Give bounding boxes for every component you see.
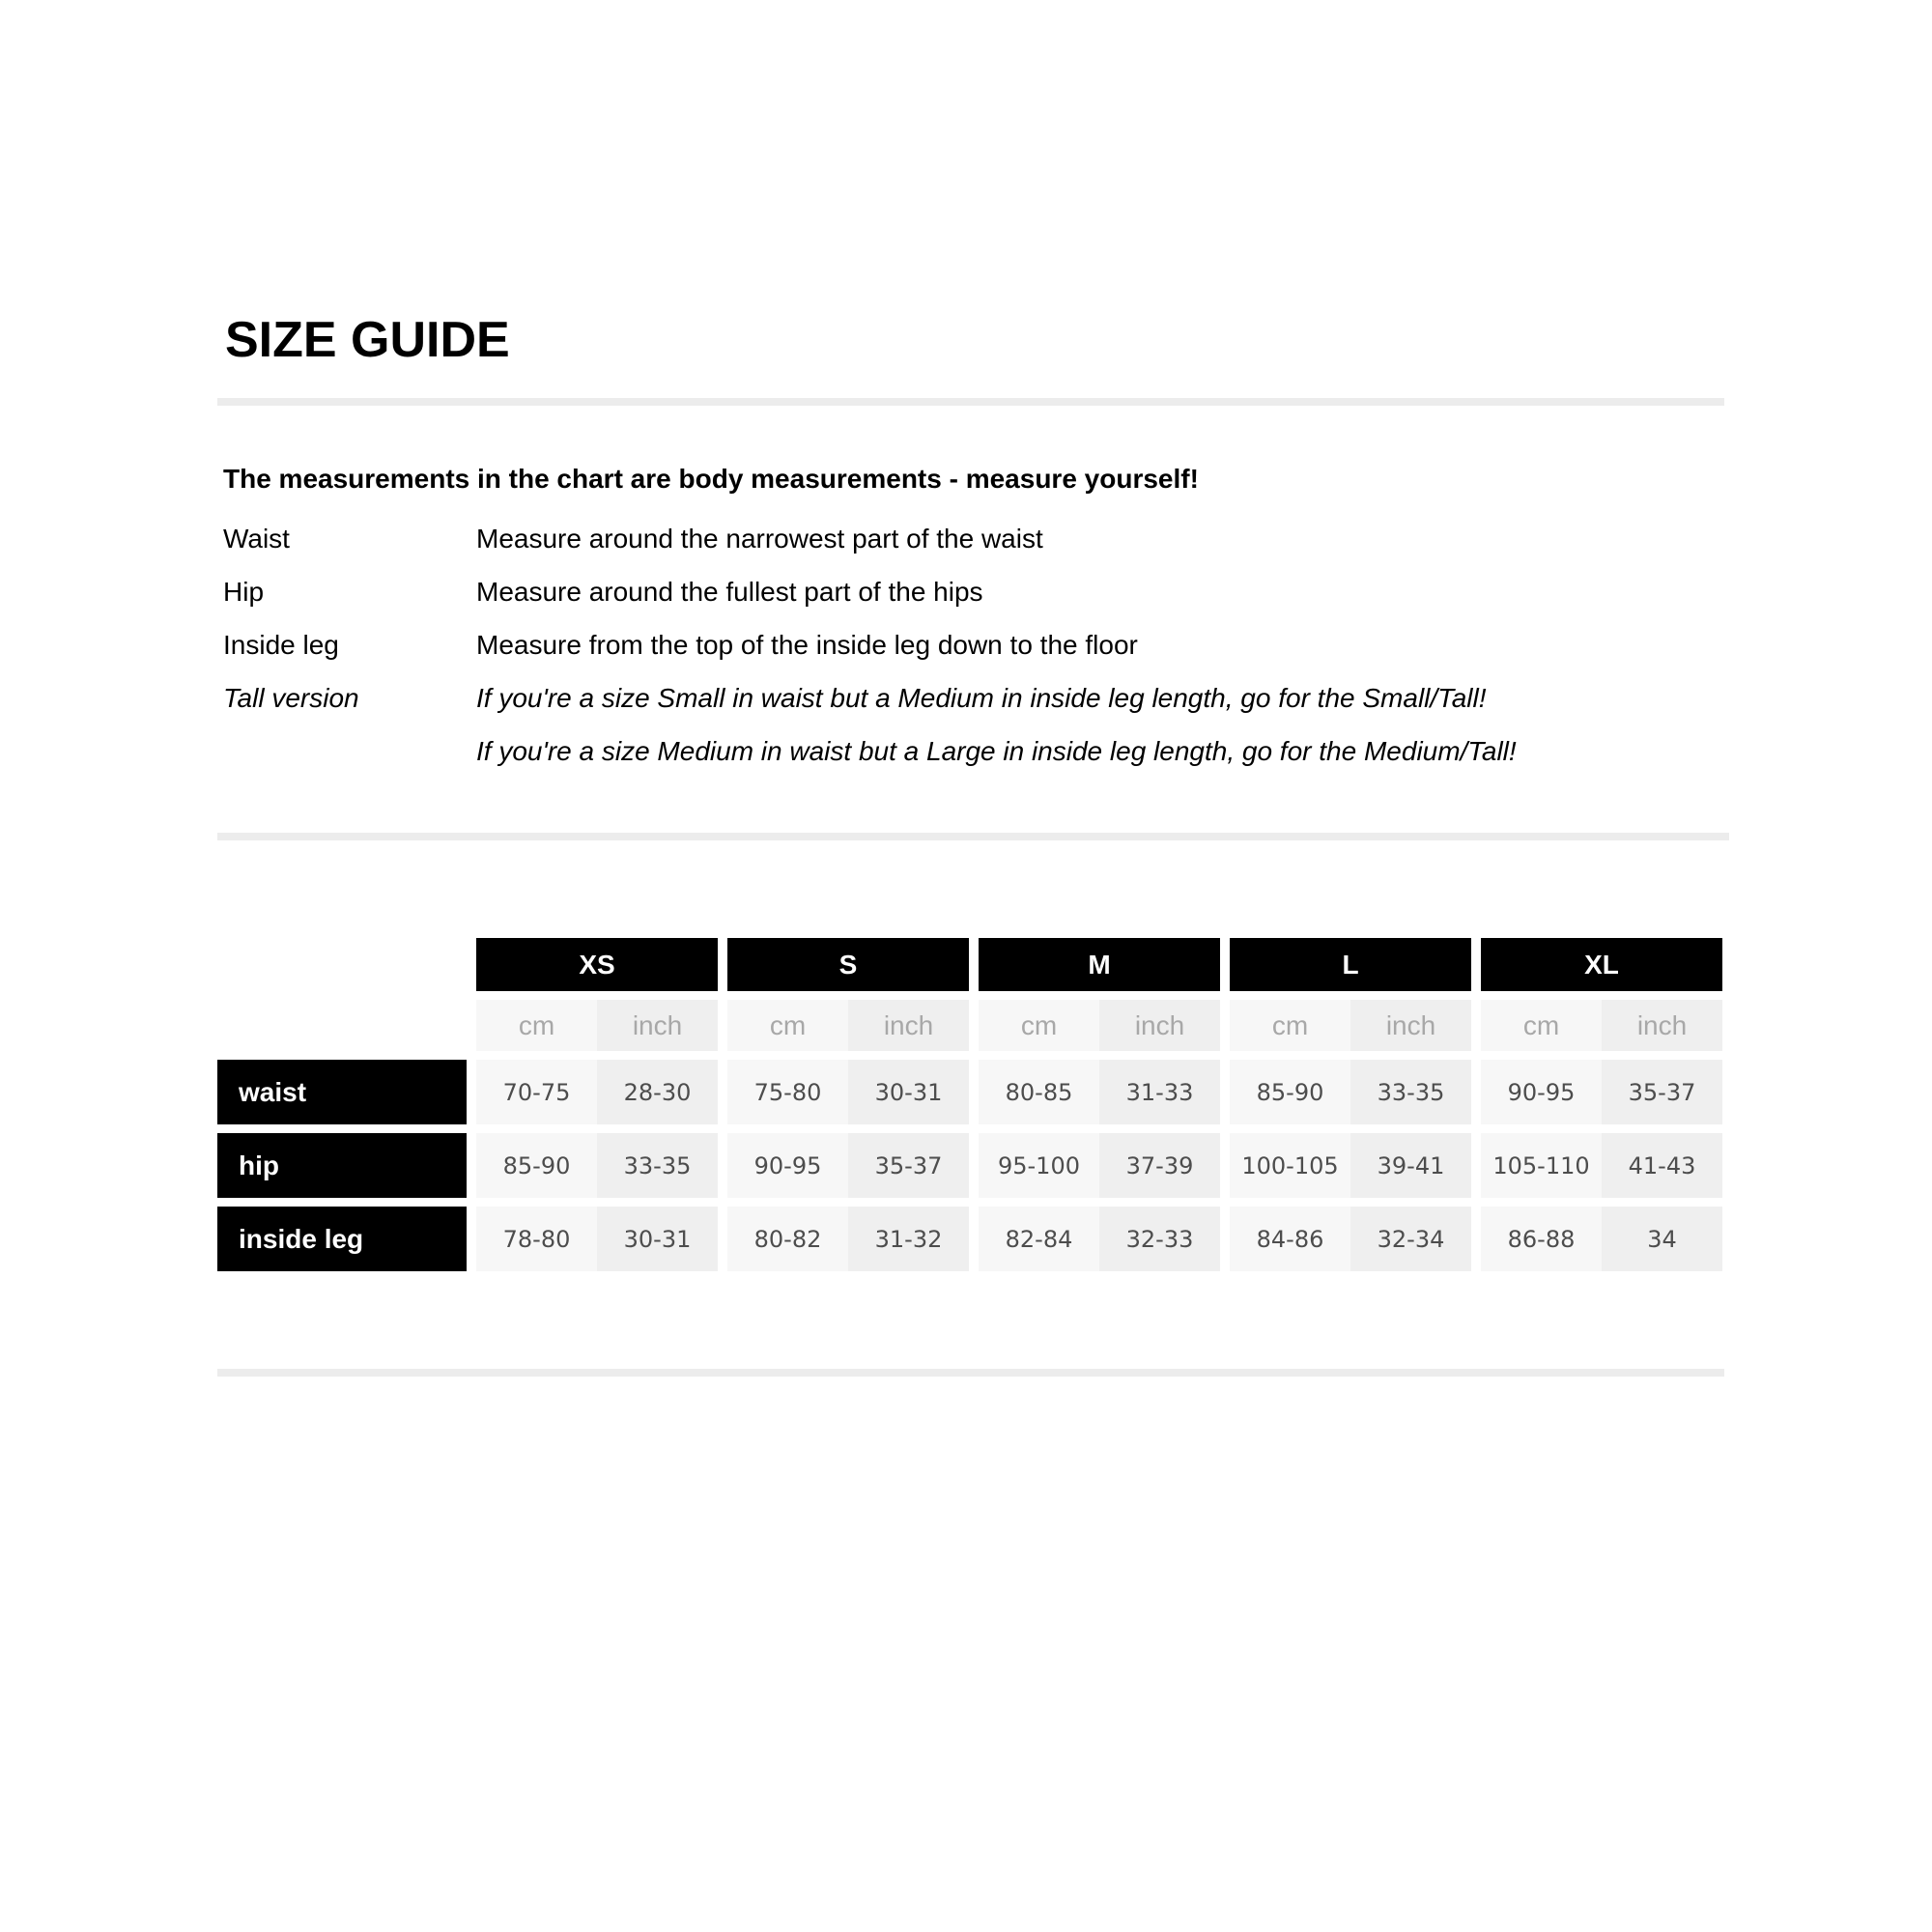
page-title: SIZE GUIDE bbox=[225, 312, 510, 368]
table-cell: 70-75 bbox=[476, 1060, 597, 1124]
table-cell: 86-88 bbox=[1481, 1207, 1602, 1271]
definition-desc: Measure from the top of the inside leg down to the floor bbox=[476, 630, 1138, 660]
unit-label: inch bbox=[597, 1000, 718, 1051]
definition-term: Hip bbox=[223, 577, 265, 607]
definition-term: Waist bbox=[223, 524, 290, 554]
table-cell: 31-32 bbox=[848, 1207, 969, 1271]
unit-label: cm bbox=[1230, 1000, 1350, 1051]
definition-desc: Measure around the narrowest part of the waist bbox=[476, 524, 1043, 554]
size-header: M bbox=[979, 938, 1220, 991]
table-cell: 90-95 bbox=[727, 1133, 848, 1198]
intro-text: The measurements in the chart are body measurements - measure yourself! bbox=[223, 464, 1199, 494]
table-cell: 75-80 bbox=[727, 1060, 848, 1124]
table-cell: 85-90 bbox=[1230, 1060, 1350, 1124]
unit-label: cm bbox=[1481, 1000, 1602, 1051]
divider bbox=[217, 398, 1724, 406]
unit-label: cm bbox=[979, 1000, 1099, 1051]
table-cell: 30-31 bbox=[848, 1060, 969, 1124]
table-cell: 30-31 bbox=[597, 1207, 718, 1271]
definition-desc: If you're a size Medium in waist but a Large in inside leg length, go for the Medium/Tall! bbox=[476, 736, 1517, 766]
definition-term: Inside leg bbox=[223, 630, 339, 660]
table-cell: 28-30 bbox=[597, 1060, 718, 1124]
size-header: XS bbox=[476, 938, 718, 991]
size-header: XL bbox=[1481, 938, 1722, 991]
table-cell: 41-43 bbox=[1602, 1133, 1722, 1198]
table-cell: 80-85 bbox=[979, 1060, 1099, 1124]
table-cell: 82-84 bbox=[979, 1207, 1099, 1271]
table-cell: 100-105 bbox=[1230, 1133, 1350, 1198]
unit-label: cm bbox=[727, 1000, 848, 1051]
row-label: hip bbox=[217, 1133, 467, 1198]
unit-label: cm bbox=[476, 1000, 597, 1051]
row-label: waist bbox=[217, 1060, 467, 1124]
divider bbox=[217, 833, 1729, 840]
definition-desc: If you're a size Small in waist but a Medium in inside leg length, go for the Small/Tall! bbox=[476, 683, 1487, 713]
table-cell: 33-35 bbox=[1350, 1060, 1471, 1124]
size-header: S bbox=[727, 938, 969, 991]
definition-desc: Measure around the fullest part of the hips bbox=[476, 577, 983, 607]
unit-label: inch bbox=[1350, 1000, 1471, 1051]
table-cell: 85-90 bbox=[476, 1133, 597, 1198]
table-cell: 35-37 bbox=[848, 1133, 969, 1198]
table-cell: 33-35 bbox=[597, 1133, 718, 1198]
definition-term: Tall version bbox=[223, 683, 359, 713]
table-cell: 95-100 bbox=[979, 1133, 1099, 1198]
table-cell: 84-86 bbox=[1230, 1207, 1350, 1271]
table-cell: 78-80 bbox=[476, 1207, 597, 1271]
unit-label: inch bbox=[848, 1000, 969, 1051]
table-cell: 34 bbox=[1602, 1207, 1722, 1271]
table-cell: 37-39 bbox=[1099, 1133, 1220, 1198]
size-header: L bbox=[1230, 938, 1471, 991]
table-cell: 31-33 bbox=[1099, 1060, 1220, 1124]
unit-label: inch bbox=[1602, 1000, 1722, 1051]
table-cell: 105-110 bbox=[1481, 1133, 1602, 1198]
unit-label: inch bbox=[1099, 1000, 1220, 1051]
row-label: inside leg bbox=[217, 1207, 467, 1271]
table-cell: 90-95 bbox=[1481, 1060, 1602, 1124]
divider bbox=[217, 1369, 1724, 1377]
table-cell: 80-82 bbox=[727, 1207, 848, 1271]
table-cell: 32-33 bbox=[1099, 1207, 1220, 1271]
table-cell: 39-41 bbox=[1350, 1133, 1471, 1198]
table-cell: 35-37 bbox=[1602, 1060, 1722, 1124]
table-cell: 32-34 bbox=[1350, 1207, 1471, 1271]
